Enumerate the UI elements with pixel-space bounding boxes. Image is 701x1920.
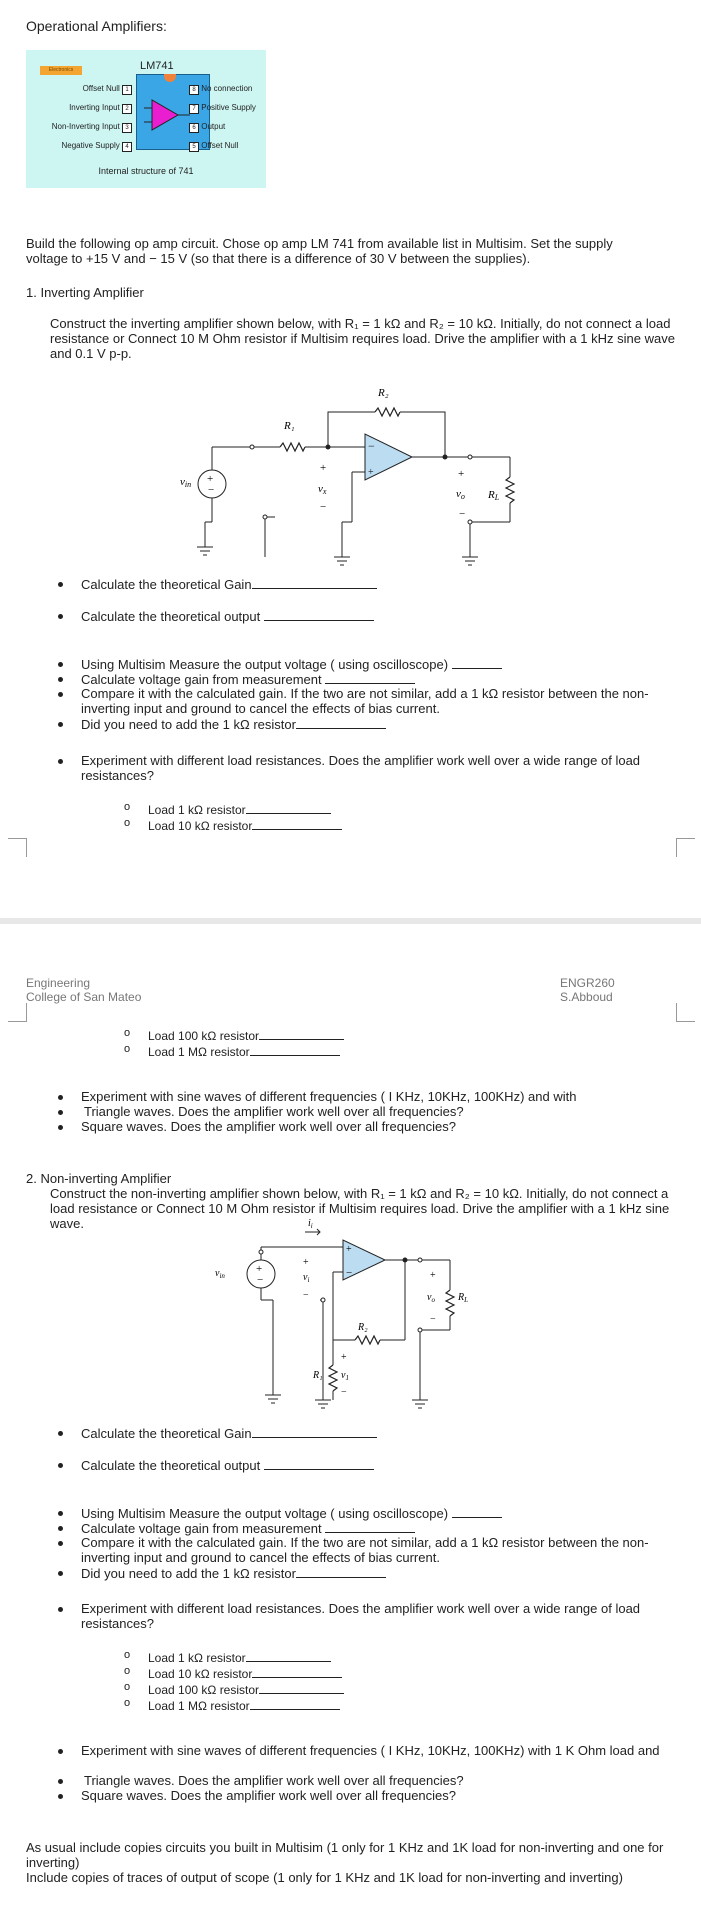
svg-text:R₂: R₂ bbox=[358, 1322, 368, 1333]
bullet bbox=[58, 1537, 66, 1545]
crop-mark bbox=[8, 1003, 27, 1022]
load-experiment-2: Experiment with different load resistances. Does the amplifier work well over a wide range of load resistances? bbox=[81, 1601, 641, 1631]
bullet bbox=[58, 688, 66, 696]
gain-question-2: Calculate the theoretical Gain bbox=[81, 1425, 377, 1441]
output-question-2: Calculate the theoretical output bbox=[81, 1457, 374, 1473]
crop-mark bbox=[676, 1003, 695, 1022]
non-inverting-amplifier-circuit bbox=[205, 1200, 505, 1418]
bullet bbox=[58, 1567, 66, 1575]
page-heading: Operational Amplifiers: bbox=[26, 18, 167, 34]
calc-gain-question-2: Calculate voltage gain from measurement bbox=[81, 1520, 415, 1536]
section1-description: Construct the inverting amplifier shown below, with R₁ = 1 kΩ and R₂ = 10 kΩ. Initially, do not connect a load resistance or Connect 10 M Ohm resistor if Multisim requires load. Drive the amplifier with a 1 kHz sine wave and 0.1 V p-p. bbox=[50, 316, 675, 361]
svg-text:−: − bbox=[459, 508, 466, 520]
bullet bbox=[58, 1459, 66, 1467]
bullet bbox=[58, 578, 66, 586]
svg-text:v1: $v_1$ bbox=[341, 1370, 349, 1382]
pin-offset-null-left: Offset Null 1 bbox=[52, 84, 132, 103]
bullet bbox=[58, 1091, 66, 1099]
inverting-amplifier-circuit bbox=[170, 372, 540, 572]
load-experiment: Experiment with different load resistances. Does the amplifier work well over a wide range of load resistances? bbox=[81, 753, 641, 783]
svg-text:+: + bbox=[458, 468, 465, 480]
load-item: o Load 100 kΩ resistor bbox=[124, 1681, 344, 1697]
lm741-pinout-figure bbox=[26, 50, 266, 188]
svg-text:−: − bbox=[368, 439, 375, 453]
section2-description: Construct the non-inverting amplifier shown below, with R₁ = 1 kΩ and R₂ = 10 kΩ. Initially, do not connect a load resistance or Connect 10 M Ohm resistor if Multisim requires load. Drive the amplifier with a 1 kHz sine wave. bbox=[50, 1186, 670, 1231]
bullet bbox=[58, 1121, 66, 1129]
svg-text:vin: vin bbox=[180, 476, 192, 489]
svg-text:+: + bbox=[346, 1244, 352, 1255]
svg-text:−: − bbox=[303, 1290, 309, 1301]
load-item: o Load 1 MΩ resistor bbox=[124, 1043, 340, 1059]
pin-offset-null-right: 5 Offset Null bbox=[189, 141, 256, 160]
bullet bbox=[58, 1790, 66, 1798]
intro-text: Build the following op amp circuit. Chose op amp LM 741 from available list in Multisim. Set the supply voltage to +15 V and − 15 V (so that there is a difference of 30 V between the supplies). bbox=[26, 236, 613, 266]
pin-non-inverting-input: Non-Inverting Input 3 bbox=[52, 122, 132, 141]
load-item: o Load 1 kΩ resistor bbox=[124, 801, 331, 817]
opamp-symbol bbox=[144, 98, 190, 134]
svg-text:+: + bbox=[207, 473, 214, 485]
svg-text:−: − bbox=[430, 1314, 436, 1325]
svg-text:ii: $i_i$ bbox=[308, 1218, 313, 1230]
svg-text:+: + bbox=[256, 1263, 263, 1275]
svg-text:+: + bbox=[368, 467, 374, 478]
frequency-experiment: Experiment with sine waves of different frequencies ( I KHz, 10KHz, 100KHz) and with bbox=[81, 1089, 577, 1104]
svg-text:−: − bbox=[208, 484, 215, 496]
section1-title: 1. Inverting Amplifier bbox=[26, 285, 144, 300]
svg-text:R₁: R₁ bbox=[284, 420, 295, 432]
svg-text:RL: RL bbox=[488, 489, 500, 502]
page-break bbox=[0, 918, 701, 924]
measure-question: Using Multisim Measure the output voltage ( using oscilloscope) bbox=[81, 656, 502, 672]
load-item: o Load 1 kΩ resistor bbox=[124, 1649, 331, 1665]
closing-note-1: As usual include copies circuits you built in Multisim (1 only for 1 KHz and 1K load for non-inverting and one for inverting) bbox=[26, 1840, 664, 1870]
svg-text:+: + bbox=[320, 462, 327, 474]
svg-text:R₁: R₁ bbox=[313, 1370, 323, 1381]
square-question: Square waves. Does the amplifier work well over all frequencies? bbox=[81, 1119, 457, 1134]
svg-text:−: − bbox=[346, 1267, 353, 1279]
bullet bbox=[58, 1745, 66, 1753]
measure-question-2: Using Multisim Measure the output voltage ( using oscilloscope) bbox=[81, 1505, 502, 1521]
bullet bbox=[58, 610, 66, 618]
bullet bbox=[58, 718, 66, 726]
load-item: o Load 100 kΩ resistor bbox=[124, 1027, 344, 1043]
bullet bbox=[58, 1507, 66, 1515]
svg-text:+: + bbox=[303, 1257, 309, 1268]
pin-no-connection: 8 No connection bbox=[189, 84, 256, 103]
brand-label: Electronics bbox=[40, 66, 82, 75]
square-question-2: Square waves. Does the amplifier work well over all frequencies? bbox=[81, 1788, 457, 1803]
bullet bbox=[58, 1775, 66, 1783]
svg-text:R₂: R₂ bbox=[378, 387, 389, 399]
gain-question: Calculate the theoretical Gain bbox=[81, 576, 377, 592]
bullet bbox=[58, 755, 66, 763]
bullet bbox=[58, 1427, 66, 1435]
frequency-experiment-2: Experiment with sine waves of different frequencies ( I KHz, 10KHz, 100KHz) with 1 K Ohm load and bbox=[81, 1743, 660, 1758]
svg-text:vo: $v_o$ bbox=[427, 1292, 435, 1304]
svg-text:−: − bbox=[320, 501, 327, 513]
bullet bbox=[58, 673, 66, 681]
pin-output: 6 Output bbox=[189, 122, 256, 141]
output-question: Calculate the theoretical output bbox=[81, 608, 374, 624]
svg-text:vo: vo bbox=[456, 488, 465, 501]
closing-note-2: Include copies of traces of output of scope (1 only for 1 KHz and 1K load for non-inverting and inverting) bbox=[26, 1870, 623, 1885]
did-add-question-2: Did you need to add the 1 kΩ resistor bbox=[81, 1565, 386, 1581]
svg-text:−: − bbox=[257, 1274, 264, 1286]
svg-text:vin: $v_{in}$ bbox=[215, 1268, 225, 1280]
compare-instruction: Compare it with the calculated gain. If the two are not similar, add a 1 kΩ resistor between the non-inverting input and ground to cancel the effects of bias current. bbox=[81, 686, 649, 716]
load-item: o Load 10 kΩ resistor bbox=[124, 1665, 342, 1681]
triangle-question: Triangle waves. Does the amplifier work well over all frequencies? bbox=[84, 1104, 464, 1119]
crop-mark bbox=[676, 838, 695, 857]
calc-gain-question: Calculate voltage gain from measurement bbox=[81, 671, 415, 687]
bullet bbox=[58, 1522, 66, 1530]
bullet bbox=[58, 1603, 66, 1611]
header-left: Engineering College of San Mateo bbox=[26, 976, 142, 1004]
header-right: ENGR260 S.Abboud bbox=[560, 976, 615, 1004]
bullet bbox=[58, 658, 66, 666]
pin-negative-supply: Negative Supply 4 bbox=[52, 141, 132, 160]
did-add-question: Did you need to add the 1 kΩ resistor bbox=[81, 716, 386, 732]
load-item: o Load 10 kΩ resistor bbox=[124, 817, 342, 833]
section2-title: 2. Non-inverting Amplifier bbox=[26, 1171, 172, 1186]
svg-text:RL: $R_L$ bbox=[458, 1292, 469, 1304]
svg-text:−: − bbox=[341, 1387, 347, 1398]
svg-text:+: + bbox=[430, 1270, 436, 1281]
pin-positive-supply: 7 Positive Supply bbox=[189, 103, 256, 122]
chip-name: LM741 bbox=[140, 60, 174, 72]
crop-mark bbox=[8, 838, 27, 857]
triangle-question-2: Triangle waves. Does the amplifier work well over all frequencies? bbox=[84, 1773, 464, 1788]
svg-text:+: + bbox=[341, 1352, 347, 1363]
svg-text:vi: $v_i$ bbox=[303, 1272, 310, 1284]
pin-inverting-input: Inverting Input 2 bbox=[52, 103, 132, 122]
load-item: o Load 1 MΩ resistor bbox=[124, 1697, 340, 1713]
chip-caption: Internal structure of 741 bbox=[98, 166, 194, 176]
compare-instruction-2: Compare it with the calculated gain. If the two are not similar, add a 1 kΩ resistor between the non-inverting input and ground to cancel the effects of bias current. bbox=[81, 1535, 649, 1565]
svg-text:vx: vx bbox=[318, 483, 327, 496]
bullet bbox=[58, 1106, 66, 1114]
